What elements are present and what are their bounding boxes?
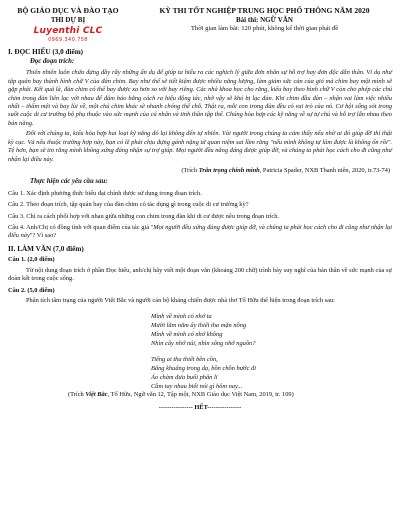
poem-citation-work: Việt Bắc	[85, 391, 108, 399]
question-4	[8, 224, 392, 241]
citation-book: Trân trọng chính mình	[198, 167, 260, 175]
poem-stanza-1	[151, 312, 392, 348]
poem-line: Áo chàm đưa buổi phân li	[151, 374, 218, 382]
header-left	[8, 6, 128, 44]
poem-citation	[68, 391, 392, 399]
part2-q2-title: Câu 2. (5,0 điểm)	[8, 286, 55, 294]
passage-citation	[8, 167, 392, 175]
citation-rest: , Patricia Spader, NXB Thanh niên, 2020, tr.73-74)	[259, 167, 390, 175]
poem-citation-rest: , Tố Hữu, Ngữ văn 12, Tập một, NXB Giáo dục Việt Nam, 2019, tr. 109)	[107, 391, 294, 399]
duration: Thời gian làm bài: 120 phút, không kể thời gian phát đề	[190, 25, 339, 33]
poem-line: Bâng khuâng trong dạ, bồn chồn bước đi	[151, 365, 256, 373]
read-label: Đọc đoạn trích:	[30, 58, 75, 66]
poem-line: Mười lăm năm ấy thiết tha mặn nồng	[151, 321, 247, 329]
part2-q2-text: Phân tích tâm trạng của người Việt Bắc và người cán bộ kháng chiến được nhà thơ Tố Hữu thể hiện trong đoạn trích sau:	[26, 297, 335, 305]
question-3: Câu 3. Chỉ ra cách phối hợp với nhau giữa những con chim trong đàn khi di cư được nêu trong đoạn trích.	[8, 212, 280, 220]
ministry-name: BỘ GIÁO DỤC VÀ ĐÀO TẠO	[17, 6, 119, 15]
logo-text: Luyenthi CLC	[33, 26, 103, 37]
header	[8, 6, 392, 44]
part1-title: I. ĐỌC HIỂU (3,0 điểm)	[8, 47, 84, 56]
question-1: Câu 1. Xác định phương thức biểu đạt chính được sử dụng trong đoạn trích.	[8, 189, 202, 197]
logo-phone: 0969.340.758	[48, 37, 88, 44]
poem-citation-prefix: (Trích	[68, 391, 86, 399]
poem-stanza-2	[151, 355, 392, 391]
part2-q1-title: Câu 1. (2,0 điểm)	[8, 256, 55, 264]
passage-paragraph-1: Thiên nhiên luôn chứa đựng đầy rẫy những ẩn dụ để giúp ta hiểu ra các nghịch lý giữa đơn nhân sự hỗ trợ hay đơn độc dẫn thân. Ví dụ như tập quán bay thành hình chữ V của đàn chim. Bay như thế sẽ tiết kiệm được nhiều năng lượng, làm giảm sức cản của gió mà chim bay một mình sẽ gặp phải. Kết quả là, đàn chim có thể bay được xa hơn so với bay riêng. Các nhà khoa học cho rằng, kiểu bay theo hình chữ V còn cho phép các chú chim trong đàn liên lạc với nhau để đảm bảo bằng cách ra hiệu động tác, nhờ vậy sẽ khó bị lạc đàn. Khi chim đầu đàn – nhận vai làm việc nhiều nhất – thấm mệt và bay lùi về, một chú chim khác sẽ nhanh chóng thế chỗ. Thật ra, mỗi con trong đàn đều có vai trò của nó. Cơ hội sống sót trong suốt cuộc di cư trường bộ phụ thuộc vào sức mạnh của cá nhân và tinh thần tập thể. Chúng hòa hợp các kỹ năng về sự tự chủ và hỗ trợ lẫn nhau theo bản năng.	[8, 69, 392, 127]
subject: Bài thi: NGỮ VĂN	[236, 16, 293, 25]
question-2: Câu 2. Theo đoạn trích, tập quán bay của đàn chim có tác dụng gì trong cuộc di cư trường kỳ?	[8, 201, 249, 209]
poem-line: Cầm tay nhau biết nói gì hôm nay...	[151, 383, 243, 391]
poem-line: Tiếng ai tha thiết bên cồn,	[151, 356, 218, 363]
poem-line: Mình về mình có nhớ không	[151, 330, 223, 338]
q4-prefix: Câu 4. Anh/Chị có đồng tình với quan điểm của tác giả "	[8, 223, 154, 231]
part2-title: II. LÀM VĂN (7,0 điểm)	[8, 244, 84, 253]
q4-quote: Mọi người đều xứng đáng được giúp đỡ, và chúng ta phải học cách cho đi cũng như nhận lại điều này	[8, 223, 392, 240]
part2-q1-text: Từ nội dung đoạn trích ở phần Đọc hiểu, anh/chị hãy viết một đoạn văn (khoảng 200 chữ) trình bày suy nghĩ của bản thân về sức mạnh của sự đoàn kết trong cuộc sống.	[8, 266, 392, 283]
poem-line: Nhìn cây nhớ núi, nhìn sông nhớ nguồn?	[151, 339, 256, 347]
header-right	[137, 6, 392, 44]
q4-suffix: "? Vì sao?	[29, 232, 57, 240]
poem-line: Mình về mình có nhớ ta	[151, 312, 212, 320]
tasks-label: Thực hiện các yêu cầu sau:	[30, 177, 108, 185]
exam-title: KỲ THI TỐT NGHIỆP TRUNG HỌC PHỔ THÔNG NĂM 2020	[159, 6, 370, 15]
test-type: THI DỰ BỊ	[50, 16, 86, 25]
end-marker: ---------------- HẾT----------------	[158, 403, 242, 411]
passage-paragraph-2: Đối với chúng ta, kiểu hòa hợp hai loại kỹ năng đó lại không đến tự nhiên. Vài người trong chúng ta cảm thấy nếu nhờ ai đó giúp đỡ thì thật kỳ cục. Và nếu thuộc trường hợp này, bạn có lẽ phải chịu đựng gánh nặng từ quan niệm sai lầm rằng "nếu mình không tự làm được là không ổn rồi". Tệ hơn, bạn sẽ tin rằng mình không xứng đáng nhận sự trợ giúp. Mọi người đều năng đáng được giúp đỡ, và chúng ta phải học cách cho đi cũng như nhận lại điều này.	[8, 130, 392, 163]
citation-prefix: (Trích	[181, 167, 199, 175]
